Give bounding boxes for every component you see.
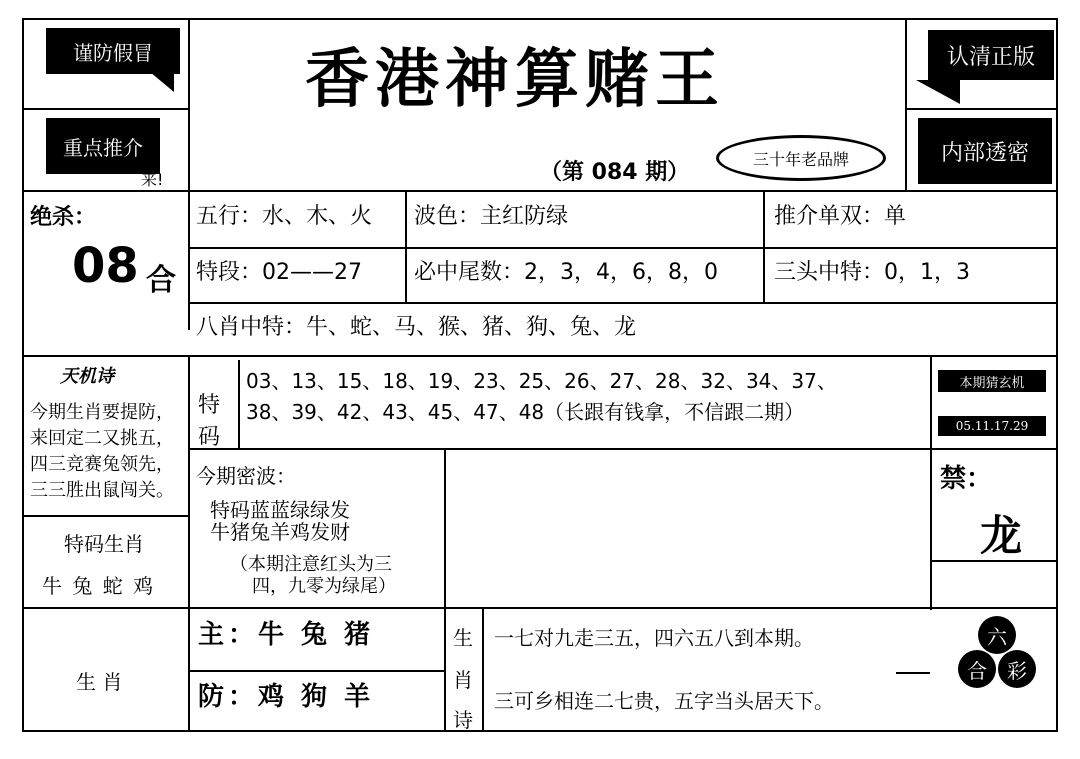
badge-tail-right-icon bbox=[916, 80, 960, 104]
page-title: 香港神算赌王 bbox=[305, 42, 725, 117]
tema-label-divider bbox=[238, 360, 240, 448]
stamp-text: 三十年老品牌 bbox=[752, 149, 849, 169]
mid-left-divider bbox=[188, 355, 190, 730]
mibo-line-2: 牛猪兔羊鸡发财 bbox=[210, 520, 350, 544]
shi-label-divider bbox=[482, 607, 484, 730]
tianji-line: 来回定二又挑五， bbox=[30, 428, 174, 449]
logo-circle-3 bbox=[998, 650, 1036, 688]
badge-highlight bbox=[46, 118, 160, 174]
row2-bottom bbox=[188, 302, 1058, 304]
shi-dash bbox=[896, 672, 930, 674]
shi-line-2: 三可乡相连二七贵，五字当头居天下。 bbox=[494, 689, 834, 713]
small-mark: 来! bbox=[141, 170, 164, 189]
temashengxiao-values: 牛 兔 蛇 鸡 bbox=[42, 574, 156, 598]
tianji-line: 四三竞赛兔领先， bbox=[30, 454, 174, 475]
xuanji-code: 05.11.17.29 bbox=[955, 419, 1029, 433]
col-divider-1 bbox=[405, 190, 407, 302]
shi-label-3: 诗 bbox=[453, 708, 473, 732]
baxiao: 八肖中特：牛、蛇、马、猴、猪、狗、兔、龙 bbox=[196, 315, 637, 340]
danshuang: 推介单双：单 bbox=[774, 204, 907, 229]
tema-label-2: 码 bbox=[198, 425, 221, 450]
jin-value: 龙 bbox=[980, 511, 1023, 560]
tema-line-1: 03、13、15、18、19、23、25、26、27、28、32、34、37、 bbox=[246, 369, 837, 393]
header-divider-right bbox=[905, 18, 907, 190]
stamp-seal-icon bbox=[716, 135, 886, 181]
shi-label-2: 肖 bbox=[453, 668, 473, 692]
header-bottom-line bbox=[22, 190, 1058, 192]
badge-genuine-text: 认清正版 bbox=[946, 44, 1035, 70]
logo-char-3: 彩 bbox=[1007, 658, 1027, 683]
badge-inside-text: 内部透密 bbox=[940, 140, 1029, 166]
badge-tail-icon bbox=[150, 72, 174, 92]
main-fang-divider bbox=[188, 670, 444, 672]
kill-unit: 合 bbox=[146, 263, 176, 298]
logo-circle-1 bbox=[978, 616, 1016, 654]
mibo-divider bbox=[444, 448, 446, 608]
badge-genuine bbox=[928, 30, 1054, 80]
logo-char-2: 合 bbox=[967, 658, 987, 683]
wuxing: 五行：水、木、火 bbox=[196, 204, 373, 229]
mibo-title: 今期密波： bbox=[196, 464, 296, 488]
header-right-split bbox=[905, 108, 1058, 110]
jin-label: 禁： bbox=[940, 464, 993, 494]
mibo-note-2: 四，九零为绿尾） bbox=[252, 576, 396, 597]
shi-label-1: 生 bbox=[453, 626, 473, 650]
shi-line-1: 一七对九走三五，四六五八到本期。 bbox=[494, 626, 814, 650]
kill-divider bbox=[188, 190, 190, 330]
mid-bottom bbox=[22, 607, 1058, 609]
badge-inside bbox=[918, 118, 1052, 184]
xuanji-code-box bbox=[938, 416, 1046, 436]
border-left bbox=[22, 18, 24, 732]
badge-anti-fake bbox=[46, 28, 180, 74]
santou: 三头中特：0，1，3 bbox=[774, 260, 970, 285]
bose: 波色：主红防绿 bbox=[414, 204, 569, 229]
weishu: 必中尾数：2，3，4，6，8，0 bbox=[414, 260, 718, 285]
logo-char-1: 六 bbox=[987, 624, 1007, 649]
teduan: 特段：02——27 bbox=[196, 260, 362, 285]
shengxiao-main: 主：牛 兔 猪 bbox=[198, 620, 375, 650]
tianji-title: 天机诗 bbox=[60, 366, 114, 387]
tema-line-2: 38、39、42、43、45、47、48（长跟有钱拿，不信跟二期） bbox=[246, 400, 805, 424]
temashengxiao-label: 特码生肖 bbox=[64, 532, 144, 556]
logo-circle-2 bbox=[958, 650, 996, 688]
issue-number: （第 084 期） bbox=[540, 160, 690, 185]
header-left-split bbox=[22, 108, 188, 110]
tianji-bottom bbox=[22, 515, 188, 517]
shi-left-divider bbox=[444, 607, 446, 730]
mibo-note-1: （本期注意红头为三 bbox=[230, 554, 392, 575]
mibo-line-1: 特码蓝蓝绿绿发 bbox=[210, 498, 350, 522]
kill-number: 08 bbox=[72, 238, 139, 294]
tianji-line: 今期生肖要提防， bbox=[30, 402, 174, 423]
border-bottom bbox=[22, 730, 1058, 732]
shengxiao-fang: 防：鸡 狗 羊 bbox=[198, 682, 375, 712]
row3-bottom bbox=[22, 355, 1058, 357]
kill-label: 绝杀： bbox=[30, 205, 97, 230]
col-divider-2 bbox=[763, 190, 765, 302]
tema-label-1: 特 bbox=[198, 393, 221, 418]
row1-bottom bbox=[188, 247, 1058, 249]
border-top bbox=[22, 18, 1058, 20]
header-divider-left bbox=[188, 18, 190, 190]
border-right bbox=[1056, 18, 1058, 732]
shengxiao-label: 生 肖 bbox=[76, 670, 123, 694]
tema-bottom bbox=[188, 448, 1058, 450]
xuanji-label: 本期猜玄机 bbox=[959, 375, 1025, 391]
xuanji-label-box bbox=[938, 370, 1046, 392]
badge-highlight-text: 重点推介 bbox=[63, 135, 143, 160]
mid-right-divider bbox=[930, 355, 932, 610]
badge-anti-fake-text: 谨防假冒 bbox=[73, 40, 153, 65]
tianji-line: 三三胜出鼠闯关。 bbox=[30, 480, 174, 501]
